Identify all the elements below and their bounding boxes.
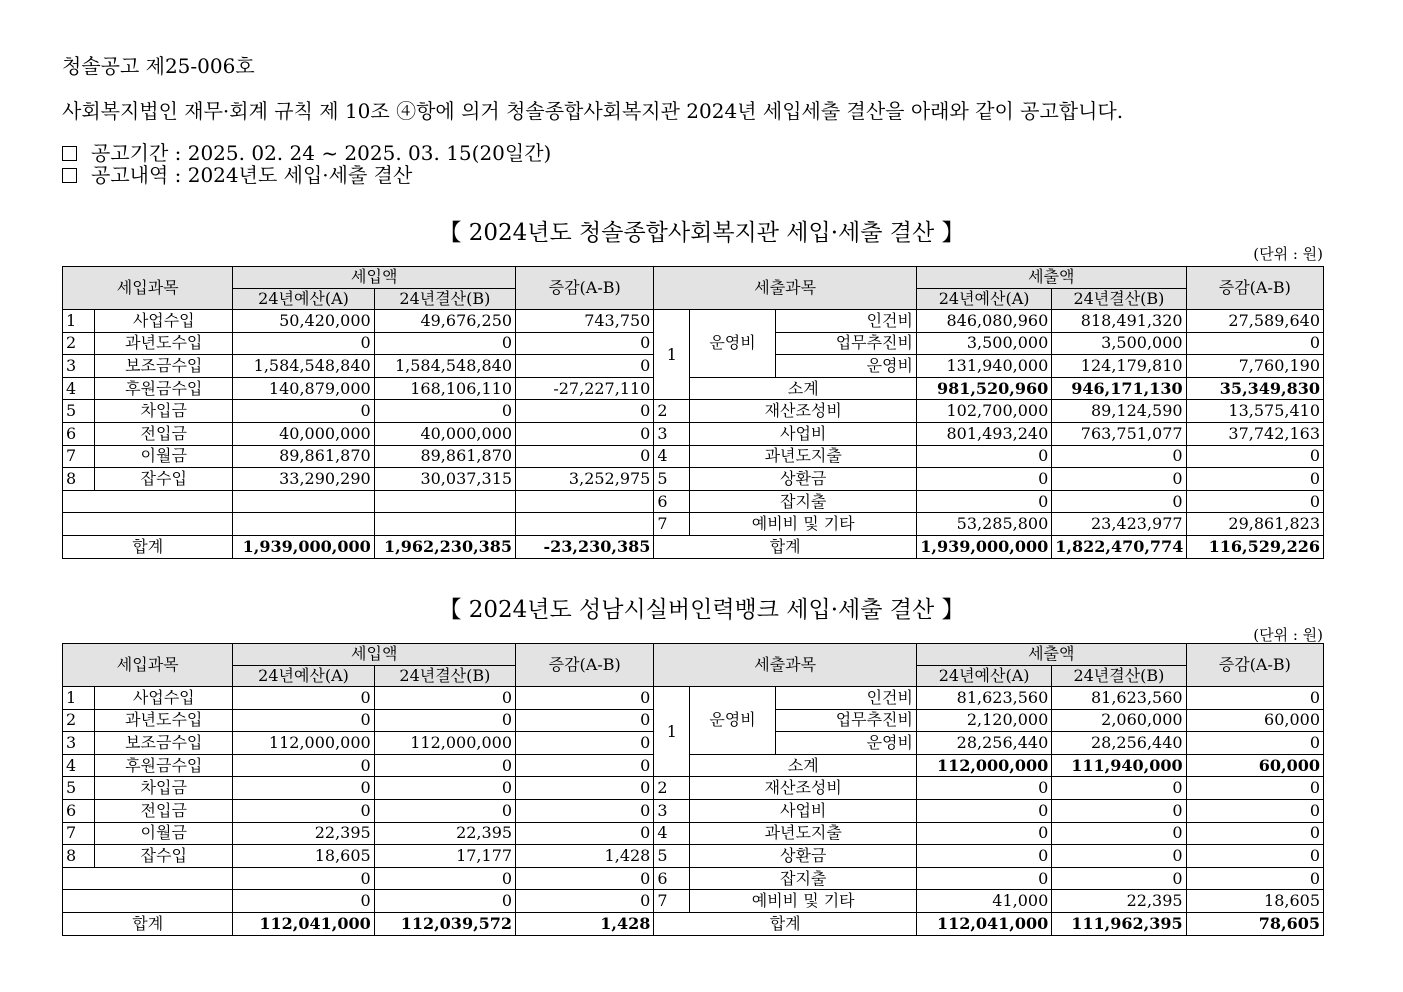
exp-settle: 0 xyxy=(1052,468,1186,491)
rev-name: 과년도수입 xyxy=(95,332,233,355)
table-row xyxy=(63,422,1324,445)
rev-settle: 0 xyxy=(374,867,515,890)
table1-settlement xyxy=(62,266,1324,559)
table1-unit: (단위 : 원) xyxy=(1253,245,1323,263)
rev-budget-header: 24년예산(A) xyxy=(233,665,374,687)
table2-title: 【 2024년도 성남시실버인력뱅크 세입·세출 결산 】 xyxy=(438,597,965,623)
exp-name: 업무추진비 xyxy=(775,332,916,355)
exp-no: 5 xyxy=(654,468,690,491)
rev-budget: 1,584,548,840 xyxy=(233,355,374,378)
exp-settle: 23,423,977 xyxy=(1052,513,1186,536)
exp-budget: 102,700,000 xyxy=(916,400,1051,423)
exp-category-opex: 운영비 xyxy=(690,310,775,378)
rev-budget: 0 xyxy=(233,332,374,355)
exp-name: 과년도지출 xyxy=(690,445,917,468)
rev-settle-header: 24년결산(B) xyxy=(374,288,515,310)
rev-diff: 0 xyxy=(516,867,654,890)
exp-budget: 28,256,440 xyxy=(916,732,1051,755)
exp-total-diff: 78,605 xyxy=(1186,912,1323,935)
rev-no: 3 xyxy=(63,355,95,378)
rev-budget: 0 xyxy=(233,754,374,777)
exp-budget-header: 24년예산(A) xyxy=(916,665,1051,687)
rev-name xyxy=(63,890,233,913)
exp-no: 1 xyxy=(654,687,690,777)
table-row xyxy=(63,377,1324,400)
rev-budget: 0 xyxy=(233,687,374,710)
rev-subject-header: 세입과목 xyxy=(63,267,233,310)
table-row xyxy=(63,867,1324,890)
exp-diff: 60,000 xyxy=(1186,754,1323,777)
exp-diff: 13,575,410 xyxy=(1186,400,1323,423)
exp-name: 사업비 xyxy=(690,422,917,445)
rev-name: 보조금수입 xyxy=(95,732,233,755)
rev-name: 이월금 xyxy=(95,445,233,468)
rev-diff: 0 xyxy=(516,799,654,822)
exp-settle-header: 24년결산(B) xyxy=(1052,665,1186,687)
table-row xyxy=(63,845,1324,868)
rev-diff: -27,227,110 xyxy=(516,377,654,400)
rev-budget: 0 xyxy=(233,867,374,890)
exp-no: 7 xyxy=(654,513,690,536)
rev-no: 8 xyxy=(63,845,95,868)
rev-settle: 17,177 xyxy=(374,845,515,868)
rev-no: 7 xyxy=(63,822,95,845)
rev-diff: 0 xyxy=(516,890,654,913)
exp-name: 재산조성비 xyxy=(690,400,917,423)
rev-name: 잡수입 xyxy=(95,468,233,491)
exp-name: 사업비 xyxy=(690,799,917,822)
exp-subtotal-label: 소계 xyxy=(690,754,917,777)
rev-total-budget: 1,939,000,000 xyxy=(233,535,374,558)
exp-diff-header: 증감(A-B) xyxy=(1186,644,1323,687)
rev-settle: 0 xyxy=(374,754,515,777)
table-row xyxy=(63,822,1324,845)
exp-diff: 0 xyxy=(1186,799,1323,822)
exp-settle: 0 xyxy=(1052,845,1186,868)
rev-budget: 40,000,000 xyxy=(233,422,374,445)
rev-diff: 743,750 xyxy=(516,310,654,333)
rev-name: 이월금 xyxy=(95,822,233,845)
rev-diff: 0 xyxy=(516,777,654,800)
exp-budget: 112,000,000 xyxy=(916,754,1051,777)
table2-settlement xyxy=(62,643,1324,936)
exp-budget: 0 xyxy=(916,867,1051,890)
rev-name: 전입금 xyxy=(95,799,233,822)
rev-diff: 0 xyxy=(516,754,654,777)
notice-number: 청솔공고 제25-006호 xyxy=(62,54,255,78)
table-total-row xyxy=(63,535,1324,558)
rev-no: 5 xyxy=(63,777,95,800)
exp-settle: 89,124,590 xyxy=(1052,400,1186,423)
table-total-row xyxy=(63,912,1324,935)
rev-name: 사업수입 xyxy=(95,310,233,333)
exp-diff: 0 xyxy=(1186,687,1323,710)
table-row xyxy=(63,754,1324,777)
rev-total-diff: -23,230,385 xyxy=(516,535,654,558)
rev-total-settle: 1,962,230,385 xyxy=(374,535,515,558)
exp-budget-header: 24년예산(A) xyxy=(916,288,1051,310)
rev-settle: 0 xyxy=(374,709,515,732)
exp-amount-header: 세출액 xyxy=(916,644,1186,666)
rev-settle: 112,000,000 xyxy=(374,732,515,755)
exp-no: 6 xyxy=(654,490,690,513)
rev-diff-header: 증감(A-B) xyxy=(516,644,654,687)
rev-no: 7 xyxy=(63,445,95,468)
exp-diff: 0 xyxy=(1186,468,1323,491)
exp-settle: 2,060,000 xyxy=(1052,709,1186,732)
exp-diff: 0 xyxy=(1186,732,1323,755)
table-row xyxy=(63,468,1324,491)
exp-budget: 2,120,000 xyxy=(916,709,1051,732)
rev-budget-header: 24년예산(A) xyxy=(233,288,374,310)
exp-no: 2 xyxy=(654,777,690,800)
notice-content xyxy=(62,159,412,188)
exp-diff: 35,349,830 xyxy=(1186,377,1323,400)
exp-subject-header: 세출과목 xyxy=(654,267,917,310)
rev-total-label: 합계 xyxy=(63,912,233,935)
rev-name xyxy=(63,513,233,536)
rev-settle: 0 xyxy=(374,799,515,822)
rev-settle-header: 24년결산(B) xyxy=(374,665,515,687)
table-row xyxy=(63,445,1324,468)
rev-settle xyxy=(374,513,515,536)
rev-budget xyxy=(233,490,374,513)
rev-diff: 1,428 xyxy=(516,845,654,868)
exp-diff: 0 xyxy=(1186,332,1323,355)
table-row xyxy=(63,513,1324,536)
exp-diff: 37,742,163 xyxy=(1186,422,1323,445)
table-row xyxy=(63,799,1324,822)
table-row xyxy=(63,687,1324,710)
exp-name: 예비비 및 기타 xyxy=(690,513,917,536)
exp-name: 운영비 xyxy=(775,732,916,755)
exp-total-diff: 116,529,226 xyxy=(1186,535,1323,558)
rev-diff: 0 xyxy=(516,709,654,732)
rev-no: 6 xyxy=(63,422,95,445)
exp-name: 인건비 xyxy=(775,310,916,333)
table-header-row xyxy=(63,267,1324,289)
rev-name: 과년도수입 xyxy=(95,709,233,732)
exp-no: 5 xyxy=(654,845,690,868)
checkbox-square-icon xyxy=(62,168,77,183)
rev-diff: 0 xyxy=(516,445,654,468)
rev-settle: 22,395 xyxy=(374,822,515,845)
rev-settle xyxy=(374,490,515,513)
exp-settle: 124,179,810 xyxy=(1052,355,1186,378)
exp-budget: 53,285,800 xyxy=(916,513,1051,536)
table-header-row xyxy=(63,644,1324,666)
exp-name: 상환금 xyxy=(690,468,917,491)
rev-no: 1 xyxy=(63,687,95,710)
table-row xyxy=(63,310,1324,333)
exp-settle: 3,500,000 xyxy=(1052,332,1186,355)
rev-name xyxy=(63,867,233,890)
exp-settle: 22,395 xyxy=(1052,890,1186,913)
exp-budget: 0 xyxy=(916,799,1051,822)
exp-diff: 7,760,190 xyxy=(1186,355,1323,378)
exp-budget: 131,940,000 xyxy=(916,355,1051,378)
rev-no: 5 xyxy=(63,400,95,423)
exp-diff: 29,861,823 xyxy=(1186,513,1323,536)
exp-no: 1 xyxy=(654,310,690,400)
rev-settle: 40,000,000 xyxy=(374,422,515,445)
rev-budget: 89,861,870 xyxy=(233,445,374,468)
rev-no: 6 xyxy=(63,799,95,822)
exp-diff: 0 xyxy=(1186,445,1323,468)
exp-settle: 0 xyxy=(1052,867,1186,890)
exp-name: 과년도지출 xyxy=(690,822,917,845)
notice-intro: 사회복지법인 재무·회계 규칙 제 10조 ④항에 의거 청솔종합사회복지관 2024년 세입세출 결산을 아래와 같이 공고합니다. xyxy=(62,99,1124,123)
exp-total-budget: 112,041,000 xyxy=(916,912,1051,935)
exp-total-settle: 111,962,395 xyxy=(1052,912,1186,935)
exp-settle: 81,623,560 xyxy=(1052,687,1186,710)
exp-name: 업무추진비 xyxy=(775,709,916,732)
exp-diff: 0 xyxy=(1186,822,1323,845)
exp-settle: 111,940,000 xyxy=(1052,754,1186,777)
rev-diff-header: 증감(A-B) xyxy=(516,267,654,310)
exp-category-opex: 운영비 xyxy=(690,687,775,755)
exp-diff: 0 xyxy=(1186,845,1323,868)
exp-budget: 81,623,560 xyxy=(916,687,1051,710)
rev-name: 차입금 xyxy=(95,777,233,800)
exp-total-label: 합계 xyxy=(654,912,917,935)
rev-diff: 0 xyxy=(516,355,654,378)
exp-name: 상환금 xyxy=(690,845,917,868)
rev-budget: 22,395 xyxy=(233,822,374,845)
rev-budget: 33,290,290 xyxy=(233,468,374,491)
rev-diff: 0 xyxy=(516,732,654,755)
rev-name: 후원금수입 xyxy=(95,377,233,400)
rev-no: 8 xyxy=(63,468,95,491)
exp-diff: 18,605 xyxy=(1186,890,1323,913)
rev-amount-header: 세입액 xyxy=(233,644,516,666)
notice-period-text: 공고기간 : 2025. 02. 24 ~ 2025. 03. 15(20일간) xyxy=(91,141,552,165)
table-row xyxy=(63,890,1324,913)
table2-unit: (단위 : 원) xyxy=(1253,626,1323,644)
exp-budget: 0 xyxy=(916,845,1051,868)
rev-budget: 0 xyxy=(233,890,374,913)
table1-title: 【 2024년도 청솔종합사회복지관 세입·세출 결산 】 xyxy=(438,220,965,246)
exp-total-budget: 1,939,000,000 xyxy=(916,535,1051,558)
rev-diff: 0 xyxy=(516,822,654,845)
exp-no: 2 xyxy=(654,400,690,423)
exp-budget: 3,500,000 xyxy=(916,332,1051,355)
rev-settle: 0 xyxy=(374,400,515,423)
exp-no: 7 xyxy=(654,890,690,913)
rev-diff: 3,252,975 xyxy=(516,468,654,491)
exp-diff: 0 xyxy=(1186,867,1323,890)
exp-settle: 0 xyxy=(1052,445,1186,468)
rev-budget: 0 xyxy=(233,799,374,822)
rev-settle: 30,037,315 xyxy=(374,468,515,491)
exp-budget: 981,520,960 xyxy=(916,377,1051,400)
exp-no: 4 xyxy=(654,445,690,468)
rev-settle: 0 xyxy=(374,332,515,355)
rev-no: 3 xyxy=(63,732,95,755)
rev-subject-header: 세입과목 xyxy=(63,644,233,687)
rev-total-budget: 112,041,000 xyxy=(233,912,374,935)
rev-budget: 50,420,000 xyxy=(233,310,374,333)
exp-diff: 27,589,640 xyxy=(1186,310,1323,333)
exp-no: 3 xyxy=(654,422,690,445)
exp-settle: 818,491,320 xyxy=(1052,310,1186,333)
exp-settle-header: 24년결산(B) xyxy=(1052,288,1186,310)
rev-budget: 0 xyxy=(233,400,374,423)
rev-budget: 0 xyxy=(233,709,374,732)
rev-name xyxy=(63,490,233,513)
rev-no: 2 xyxy=(63,332,95,355)
exp-name: 예비비 및 기타 xyxy=(690,890,917,913)
rev-name: 사업수입 xyxy=(95,687,233,710)
rev-name: 후원금수입 xyxy=(95,754,233,777)
exp-name: 운영비 xyxy=(775,355,916,378)
rev-total-settle: 112,039,572 xyxy=(374,912,515,935)
exp-subject-header: 세출과목 xyxy=(654,644,917,687)
exp-budget: 846,080,960 xyxy=(916,310,1051,333)
rev-settle: 0 xyxy=(374,687,515,710)
exp-settle: 28,256,440 xyxy=(1052,732,1186,755)
exp-budget: 41,000 xyxy=(916,890,1051,913)
exp-budget: 0 xyxy=(916,468,1051,491)
rev-total-diff: 1,428 xyxy=(516,912,654,935)
rev-diff xyxy=(516,490,654,513)
exp-settle: 0 xyxy=(1052,799,1186,822)
rev-diff: 0 xyxy=(516,332,654,355)
exp-diff: 0 xyxy=(1186,777,1323,800)
rev-settle: 89,861,870 xyxy=(374,445,515,468)
table-row xyxy=(63,400,1324,423)
table-row xyxy=(63,490,1324,513)
rev-diff: 0 xyxy=(516,422,654,445)
exp-settle: 946,171,130 xyxy=(1052,377,1186,400)
exp-subtotal-label: 소계 xyxy=(690,377,917,400)
exp-budget: 0 xyxy=(916,445,1051,468)
rev-name: 보조금수입 xyxy=(95,355,233,378)
rev-no: 2 xyxy=(63,709,95,732)
exp-no: 3 xyxy=(654,799,690,822)
rev-total-label: 합계 xyxy=(63,535,233,558)
exp-no: 6 xyxy=(654,867,690,890)
rev-amount-header: 세입액 xyxy=(233,267,516,289)
exp-name: 잡지출 xyxy=(690,490,917,513)
exp-diff-header: 증감(A-B) xyxy=(1186,267,1323,310)
rev-diff: 0 xyxy=(516,400,654,423)
notice-content-text: 공고내역 : 2024년도 세입·세출 결산 xyxy=(91,163,413,187)
exp-total-label: 합계 xyxy=(654,535,917,558)
exp-amount-header: 세출액 xyxy=(916,267,1186,289)
rev-no: 4 xyxy=(63,377,95,400)
rev-diff xyxy=(516,513,654,536)
table-row xyxy=(63,777,1324,800)
exp-no: 4 xyxy=(654,822,690,845)
rev-no: 4 xyxy=(63,754,95,777)
exp-settle: 0 xyxy=(1052,490,1186,513)
rev-name: 잡수입 xyxy=(95,845,233,868)
rev-settle: 1,584,548,840 xyxy=(374,355,515,378)
exp-total-settle: 1,822,470,774 xyxy=(1052,535,1186,558)
exp-settle: 0 xyxy=(1052,777,1186,800)
exp-budget: 801,493,240 xyxy=(916,422,1051,445)
rev-settle: 49,676,250 xyxy=(374,310,515,333)
rev-budget: 140,879,000 xyxy=(233,377,374,400)
exp-settle: 763,751,077 xyxy=(1052,422,1186,445)
rev-budget xyxy=(233,513,374,536)
exp-name: 인건비 xyxy=(775,687,916,710)
rev-budget: 0 xyxy=(233,777,374,800)
rev-diff: 0 xyxy=(516,687,654,710)
rev-budget: 112,000,000 xyxy=(233,732,374,755)
exp-budget: 0 xyxy=(916,822,1051,845)
rev-no: 1 xyxy=(63,310,95,333)
exp-budget: 0 xyxy=(916,777,1051,800)
exp-diff: 0 xyxy=(1186,490,1323,513)
rev-budget: 18,605 xyxy=(233,845,374,868)
rev-settle: 168,106,110 xyxy=(374,377,515,400)
exp-settle: 0 xyxy=(1052,822,1186,845)
exp-name: 재산조성비 xyxy=(690,777,917,800)
rev-name: 차입금 xyxy=(95,400,233,423)
exp-diff: 60,000 xyxy=(1186,709,1323,732)
exp-budget: 0 xyxy=(916,490,1051,513)
rev-name: 전입금 xyxy=(95,422,233,445)
rev-settle: 0 xyxy=(374,777,515,800)
rev-settle: 0 xyxy=(374,890,515,913)
exp-name: 잡지출 xyxy=(690,867,917,890)
